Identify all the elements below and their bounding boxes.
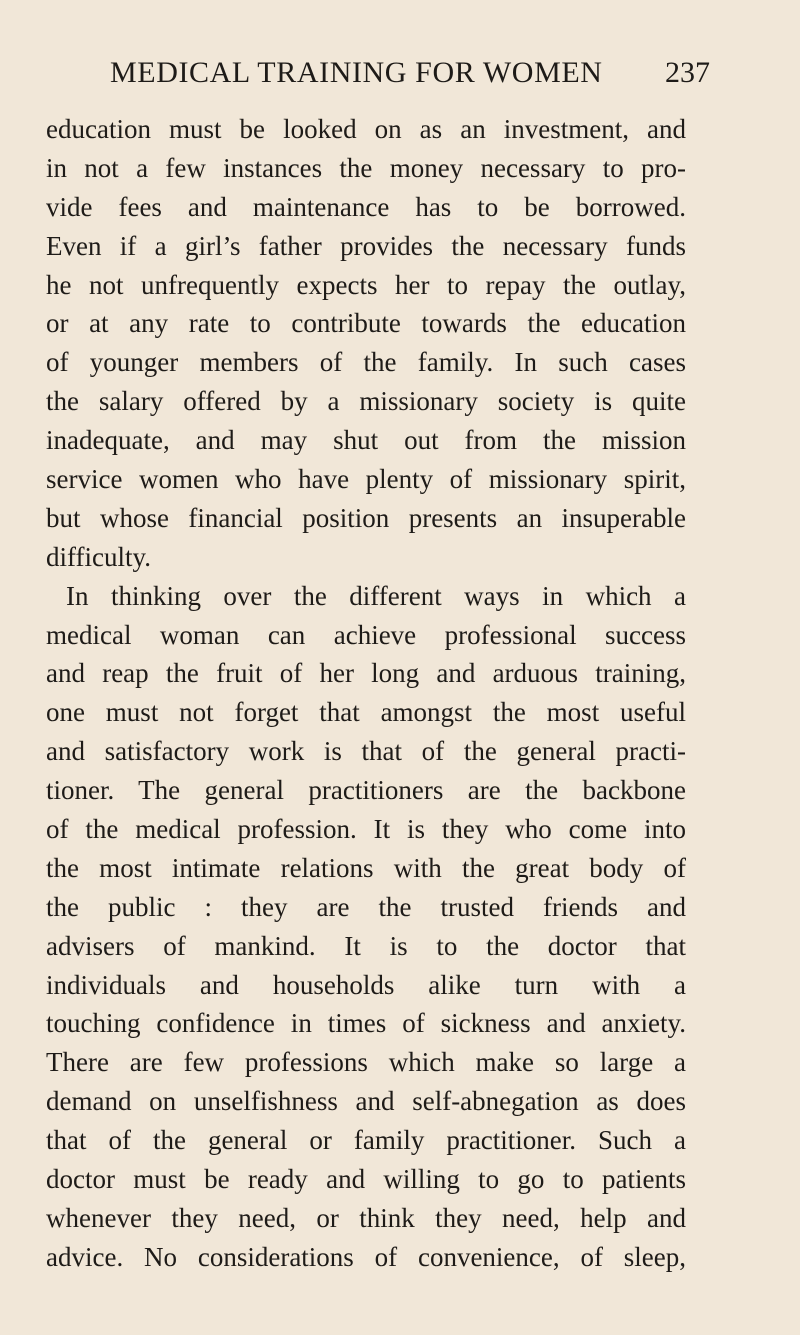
- text-line: individuals and households alike turn with a: [46, 969, 686, 1000]
- text-line: and satisfactory work is that of the general practi-: [46, 736, 686, 767]
- text-line: the public : they are the trusted friends and: [46, 891, 686, 922]
- text-line: In thinking over the different ways in which a: [66, 580, 686, 611]
- text-line: the most intimate relations with the great body of: [46, 852, 686, 883]
- text-line: tioner. The general practitioners are the backbone: [46, 775, 686, 806]
- text-line: difficulty.: [46, 541, 151, 572]
- text-line: medical woman can achieve professional success: [46, 619, 686, 650]
- text-line: There are few professions which make so large a: [46, 1047, 686, 1078]
- text-line: but whose financial position presents an insuperable: [46, 502, 686, 533]
- paragraph-1: [46, 110, 686, 577]
- text-line: inadequate, and may shut out from the mission: [46, 425, 686, 456]
- text-line: or at any rate to contribute towards the education: [46, 308, 686, 339]
- text-line: the salary offered by a missionary society is quite: [46, 386, 686, 417]
- text-line: advice. No considerations of convenience, of sleep,: [46, 1241, 686, 1272]
- text-line: of younger members of the family. In such cases: [46, 347, 686, 378]
- paragraph-2: [46, 577, 686, 1277]
- running-head: [110, 53, 710, 93]
- text-line: education must be looked on as an investment, and: [46, 114, 686, 144]
- text-line: whenever they need, or think they need, help and: [46, 1202, 686, 1233]
- text-line: advisers of mankind. It is to the doctor that: [46, 930, 686, 961]
- text-line: demand on unselfishness and self-abnegation as does: [46, 1086, 686, 1117]
- text-line: doctor must be ready and willing to go to patients: [46, 1164, 686, 1195]
- text-line: touching confidence in times of sickness and anxiety.: [46, 1008, 686, 1039]
- text-line: service women who have plenty of missionary spirit,: [46, 464, 686, 495]
- text-line: one must not forget that amongst the most useful: [46, 697, 686, 728]
- text-line: he not unfrequently expects her to repay the outlay,: [46, 269, 686, 300]
- text-line: of the medical profession. It is they who come into: [46, 814, 686, 845]
- text-line: in not a few instances the money necessary to pro-: [46, 152, 686, 183]
- page-number: 237: [665, 56, 710, 89]
- body-text: [46, 110, 686, 1277]
- text-line: and reap the fruit of her long and arduous training,: [46, 658, 686, 689]
- text-line: vide fees and maintenance has to be borrowed.: [46, 191, 686, 222]
- running-head-title: MEDICAL TRAINING FOR WOMEN: [110, 56, 603, 89]
- text-line: that of the general or family practitioner. Such a: [46, 1125, 686, 1156]
- text-line: Even if a girl’s father provides the necessary funds: [46, 230, 686, 261]
